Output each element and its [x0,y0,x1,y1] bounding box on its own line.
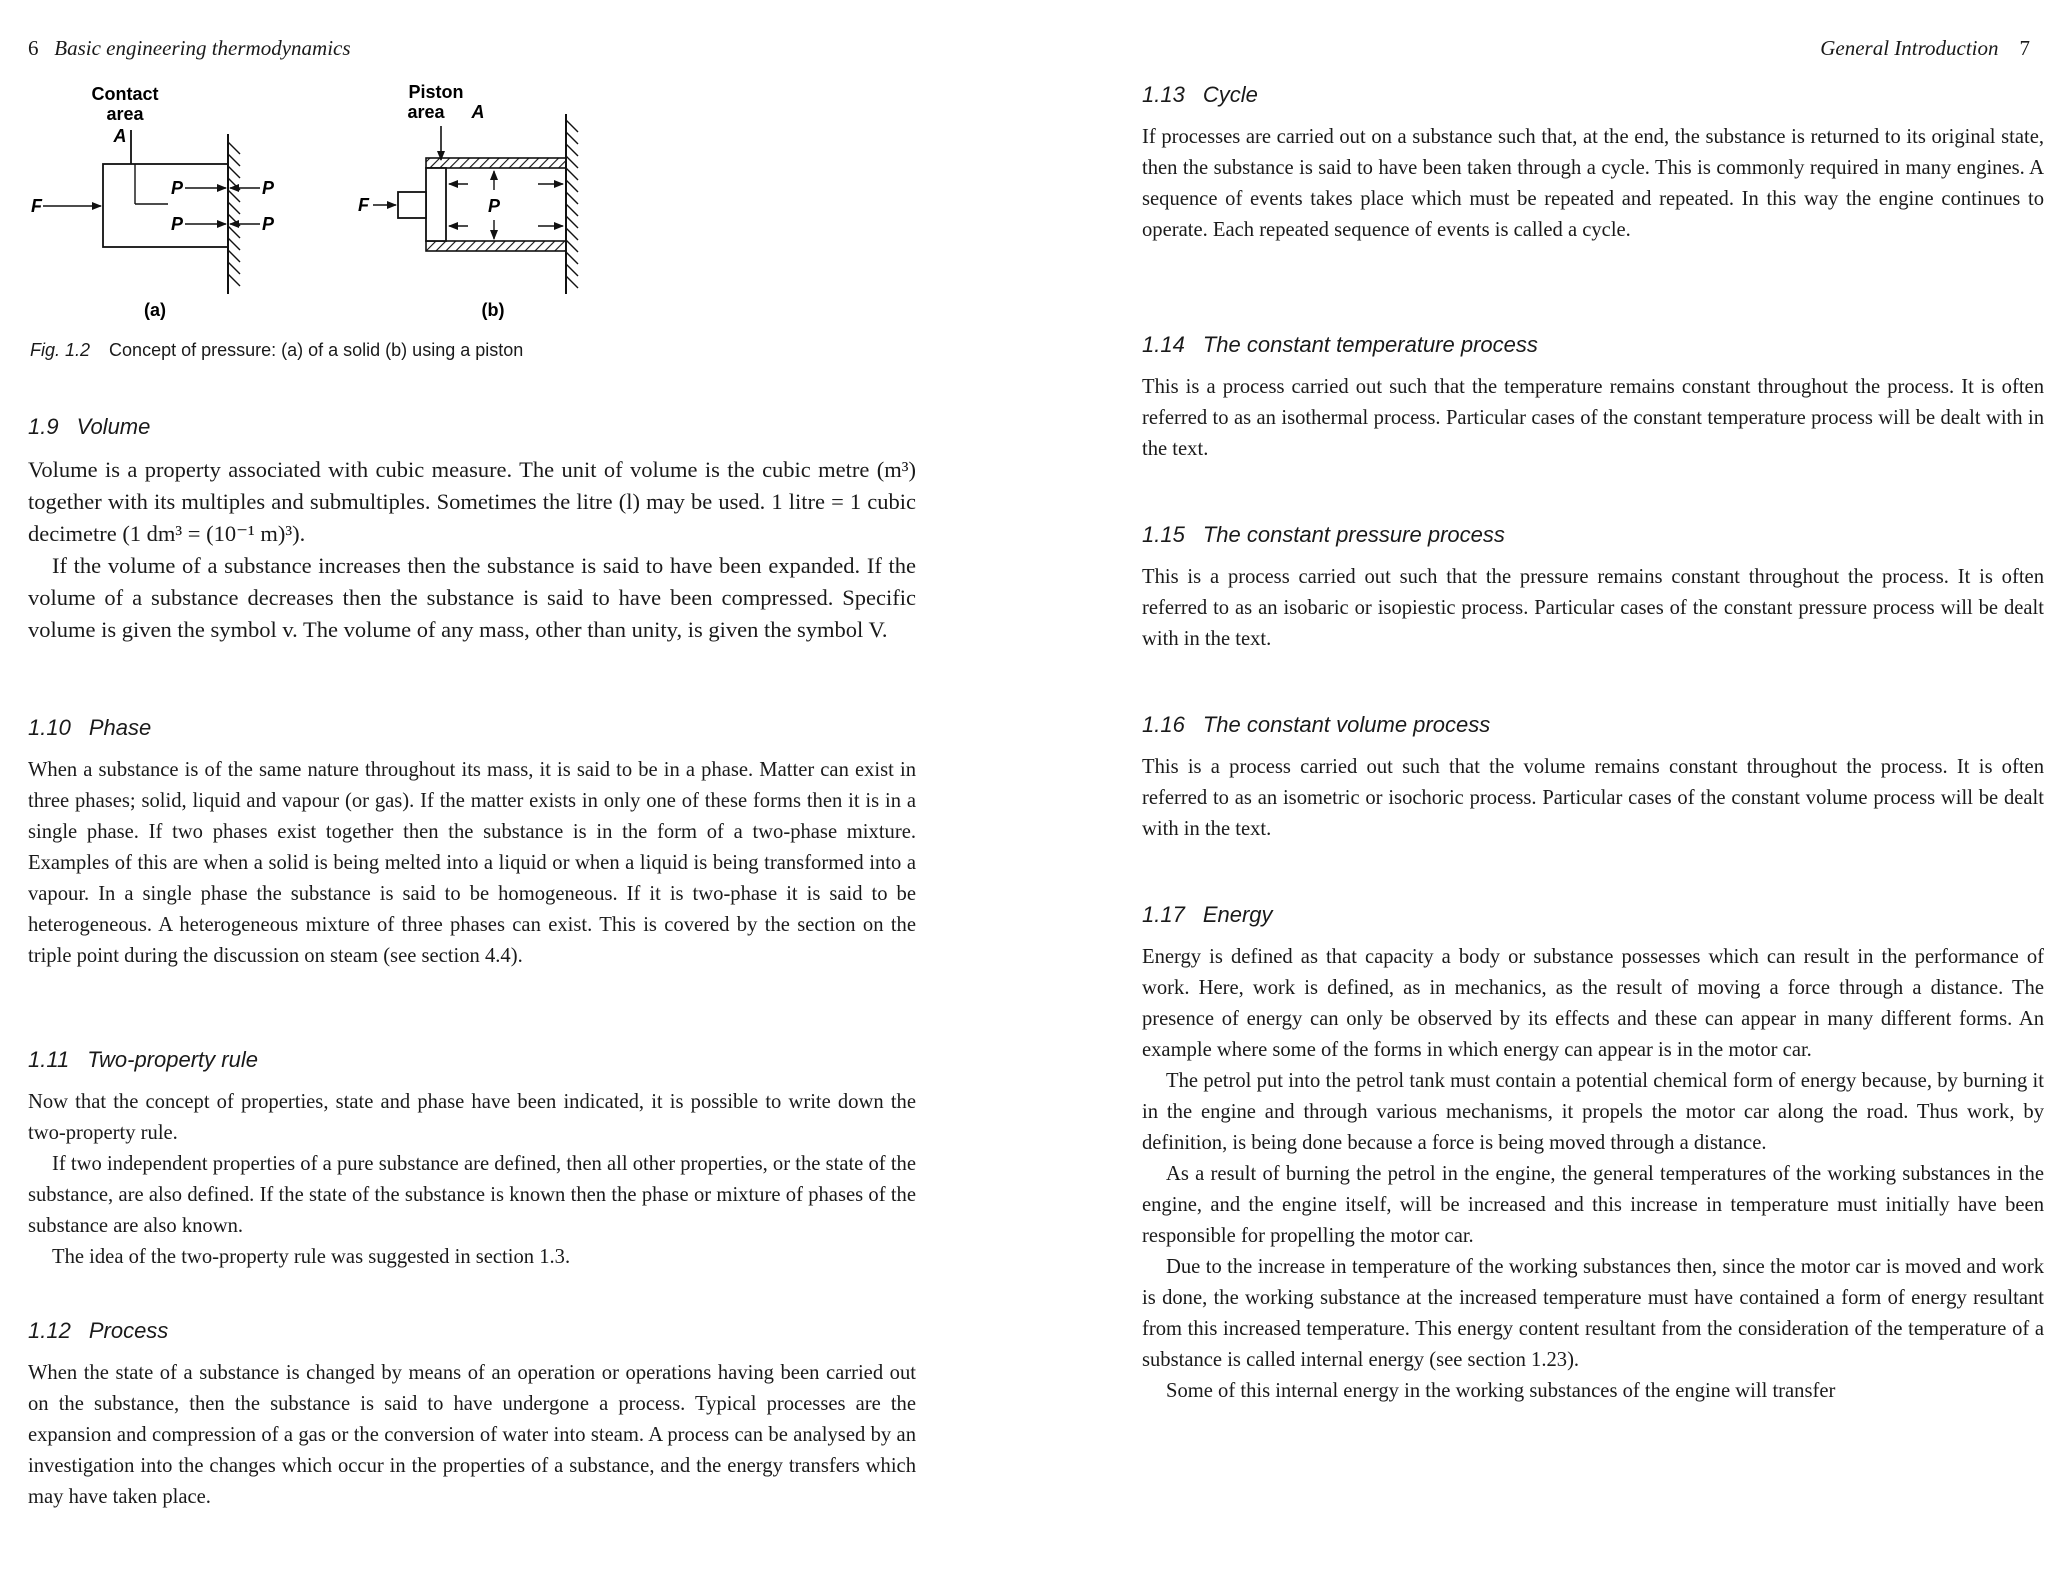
figure-caption [30,340,523,361]
figure-1-2 [28,84,928,374]
section-1-16-constant-volume [1142,712,2044,845]
diagram-b-panel-label: (b) [481,300,505,320]
paragraph: This is a process carried out such that the volume remains constant throughout the process. It is often referred to as an isometric or isochoric process. Particular cases of the constant volume process will be dealt with in the text. [1142,756,2044,840]
right-page [1110,0,2048,1574]
paragraph: The petrol put into the petrol tank must contain a potential chemical form of energy because, by burning it in the engine and through various mechanisms, it propels the motor car along the road. Thus work, by definition, is being done because a force is being moved through a distance. [1142,1070,2044,1154]
section-1-17-energy [1142,902,2044,1407]
diagram-a [31,84,275,320]
section-heading [28,1047,916,1073]
paragraph: This is a process carried out such that the pressure remains constant throughout the process. It is often referred to as an isobaric or isopiestic process. Particular cases of the constant pressure process will be dealt with in the text. [1142,566,2044,650]
section-number: 1.17 [1142,902,1185,927]
figure-caption-number: Fig. 1.2 [30,340,91,360]
diagram-b-area-label: area [407,102,445,122]
section-1-10-phase [28,715,916,972]
diagram-a-pressure-3: P [170,214,183,234]
section-title: Phase [88,715,152,740]
wall-b-hatching [566,120,578,288]
paragraph: The idea of the two-property rule was suggested in section 1.3. [52,1246,571,1268]
piston-rod [398,192,426,218]
paragraph: Due to the increase in temperature of the working substances then, since the motor car is moved and work is done, the working substance at the increased temperature must have contained a form of energy resultant from this increased temperature. This energy content resultant from the consideration of the temperature of a substance is called internal energy (see section 1.23). [1142,1256,2044,1371]
section-number: 1.11 [28,1047,70,1072]
paragraph: As a result of burning the petrol in the engine, the general temperatures of the working substances in the engine, and the engine itself, will be increased and this increase in temperature must initially have been responsible for propelling the motor car. [1142,1163,2044,1247]
section-heading [28,414,916,440]
diagram-b-area-symbol: A [471,102,485,122]
section-heading [1142,332,2044,358]
running-head-right [1820,36,2030,61]
pressure-diagram [28,84,928,334]
diagram-a-pressure-1: P [170,178,183,198]
diagram-a-force: F [31,196,42,216]
piston [426,168,446,241]
paragraph: If processes are carried out on a substance such that, at the end, the substance is returned to its original state, then the substance is said to have been taken through a cycle. This is commonly required in many engines. A sequence of events takes place which must be repeated and repeated. In this way the engine continues to operate. Each repeated sequence of events is called a cycle. [1142,126,2044,241]
section-number: 1.15 [1142,522,1185,547]
diagram-b [358,84,578,320]
section-1-14-constant-temperature [1142,332,2044,465]
section-title: Process [88,1318,169,1343]
diagram-b-piston-label: Piston [408,84,464,102]
section-heading [28,1318,916,1344]
section-title: Volume [76,414,151,439]
left-page [0,0,1000,1574]
page-number-right: 7 [2019,36,2030,60]
section-title: The constant volume process [1202,712,1491,737]
wall-a-hatching [228,142,240,286]
section-1-13-cycle [1142,82,2044,246]
section-title: Two-property rule [87,1047,258,1072]
solid-block [103,164,228,247]
section-heading [1142,82,2044,108]
paragraph: Now that the concept of properties, state and phase have been indicated, it is possible to write down the two-property rule. [28,1091,916,1144]
running-head-left [28,36,351,61]
running-head-left-title: Basic engineering thermodynamics [54,36,351,60]
section-number: 1.12 [28,1318,71,1343]
section-1-15-constant-pressure [1142,522,2044,655]
diagram-a-panel-label: (a) [144,300,166,320]
paragraph: Energy is defined as that capacity a body or substance possesses which can result in the performance of work. Here, work is defined, as in mechanics, as the result of moving a force through a distance. The presence of energy can only be observed by its effects and these can appear in many different forms. An example where some of the forms in which energy can appear is in the motor car. [1142,946,2044,1061]
section-number: 1.13 [1142,82,1185,107]
section-title: The constant temperature process [1202,332,1538,357]
section-heading [1142,522,2044,548]
section-1-11-two-property-rule [28,1047,916,1273]
diagram-a-pressure-4: P [262,214,275,234]
diagram-a-pressure-2: P [262,178,275,198]
section-number: 1.10 [28,715,71,740]
section-title: Cycle [1202,82,1258,107]
paragraph: This is a process carried out such that the temperature remains constant throughout the process. It is often referred to as an isothermal process. Particular cases of the constant temperature process will be dealt with in the text. [1142,376,2044,460]
diagram-a-area-label: area [106,104,144,124]
section-heading [28,715,916,741]
section-number: 1.14 [1142,332,1185,357]
page-number-left: 6 [28,36,39,60]
section-heading [1142,902,2044,928]
diagram-a-area-symbol: A [113,126,127,146]
section-number: 1.9 [28,414,59,439]
running-head-right-title: General Introduction [1820,36,1999,60]
figure-caption-text: Concept of pressure: (a) of a solid (b) using a piston [109,340,524,360]
paragraph: If the volume of a substance increases then the substance is said to have been expanded. If the volume of a substance decreases then the substance is said to have been compressed. Specific volume is given the symbol v. The volume of any mass, other than unity, is given the symbol V. [28,553,916,642]
paragraph: If two independent properties of a pure substance are defined, then all other properties, or the state of the substance, are also defined. If the state of the substance is known then the phase or mixture of phases of the substance are also known. [28,1153,916,1237]
paragraph: Volume is a property associated with cubic measure. The unit of volume is the cubic metre (m³) together with its multiples and submultiples. Sometimes the litre (l) may be used. 1 litre = 1 cubic decimetre (1 dm³ = (10⁻¹ m)³). [28,457,916,546]
diagram-a-contact-label: Contact [91,84,159,104]
section-title: Energy [1202,902,1273,927]
diagram-b-force: F [358,195,369,215]
section-1-9-volume [28,414,916,646]
section-1-12-process [28,1318,916,1513]
cylinder-bottom-wall [426,241,566,251]
paragraph: When the state of a substance is changed by means of an operation or operations having been carried out on the substance, then the substance is said to have undergone a process. Typical processes are the expansion and compression of a gas or the conversion of water into steam. A process can be analysed by an investigation into the changes which occur in the properties of a substance, and the energy transfers which may have taken place. [28,1362,916,1508]
cylinder-top-wall [426,158,566,168]
paragraph: When a substance is of the same nature throughout its mass, it is said to be in a phase. Matter can exist in three phases; solid, liquid and vapour (or gas). If the matter exists in only one of these forms then it is in a single phase. If two phases exist together then the substance is in the form of a two-phase mixture. Examples of this are when a solid is being melted into a liquid or when a liquid is being transformed into a vapour. In a single phase the substance is said to be homogeneous. If it is two-phase it is said to be heterogeneous. A heterogeneous mixture of three phases can exist. This is covered by the section on the triple point during the discussion on steam (see section 4.4). [28,759,916,967]
paragraph: Some of this internal energy in the working substances of the engine will transfer [1166,1380,1836,1402]
section-title: The constant pressure process [1202,522,1505,547]
diagram-b-pressure: P [487,196,501,216]
section-heading [1142,712,2044,738]
section-number: 1.16 [1142,712,1185,737]
